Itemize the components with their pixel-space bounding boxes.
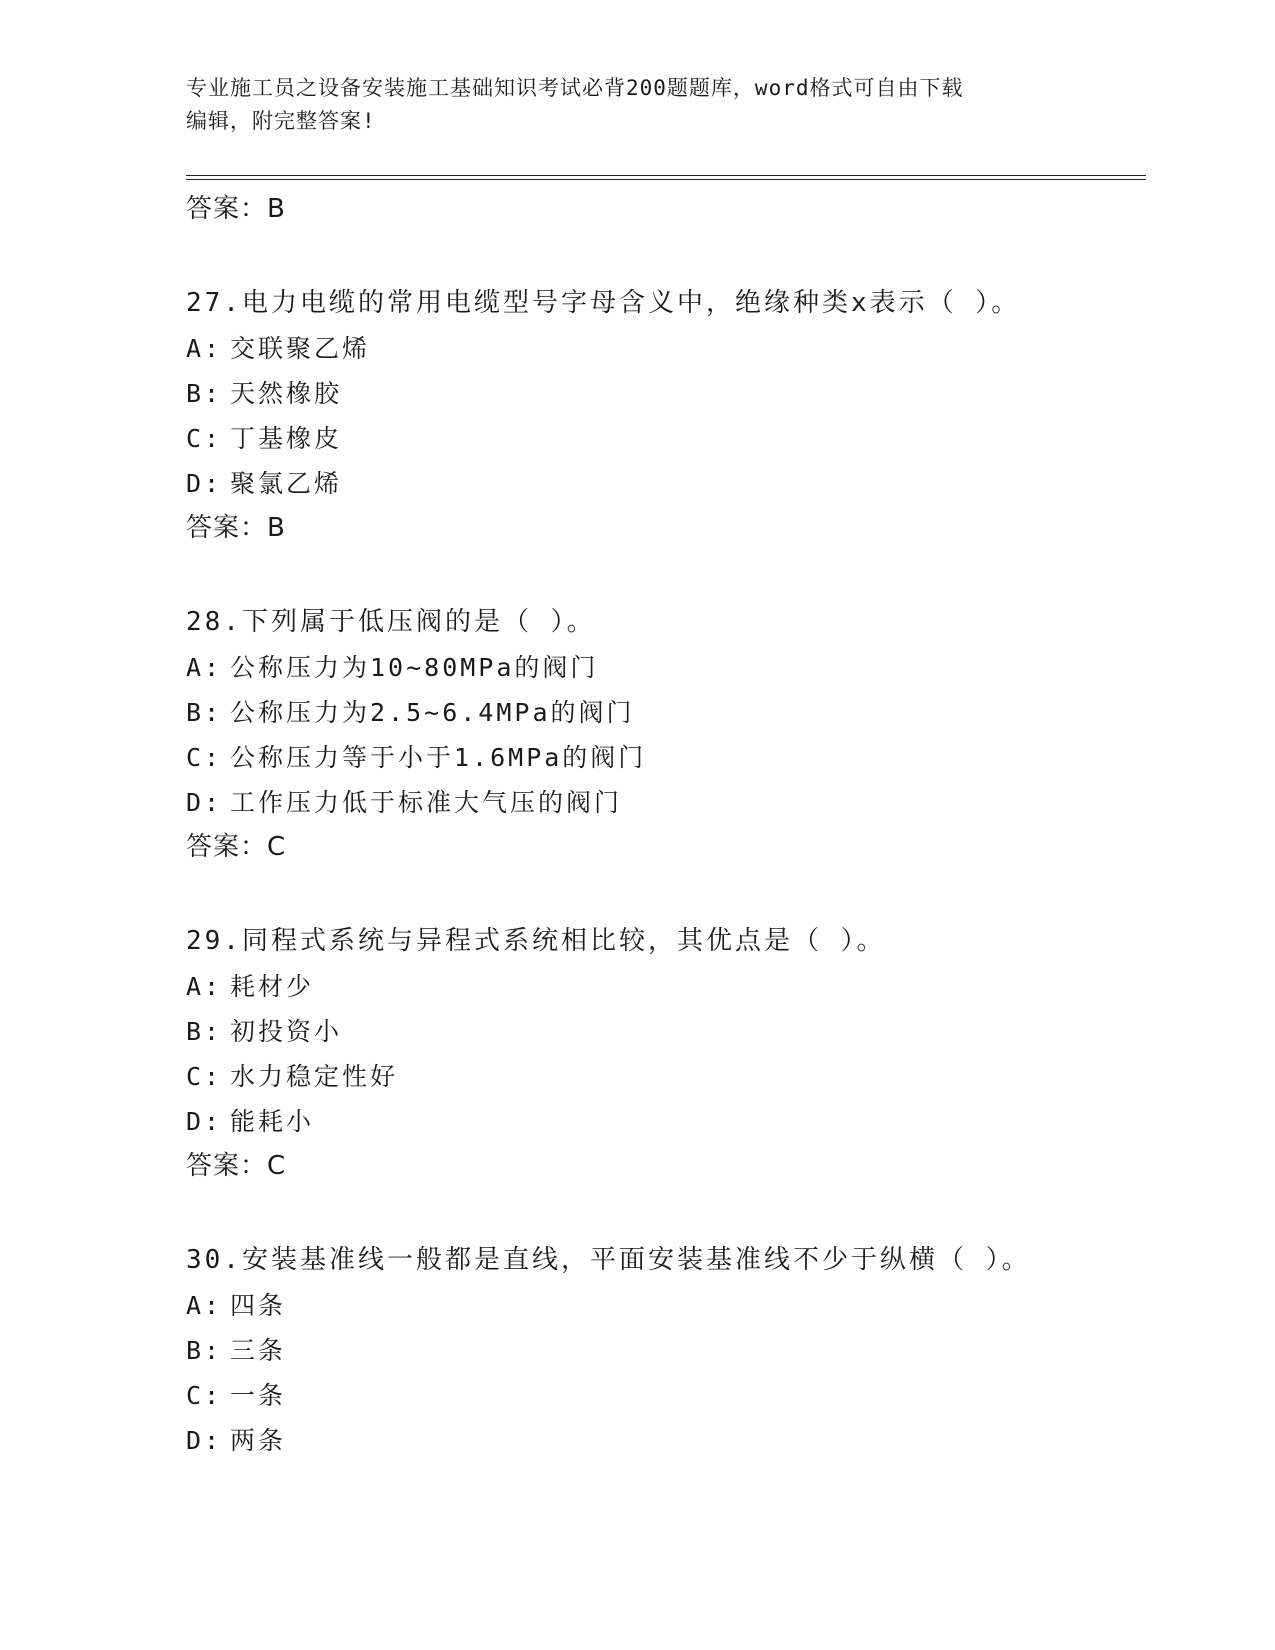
option-letter: D: — [186, 788, 223, 817]
question-block-27 — [186, 280, 1146, 550]
option-letter: A: — [186, 653, 223, 682]
spacer — [186, 231, 1146, 280]
option-c — [186, 416, 1146, 461]
option-text: 公称压力等于小于1.6MPa的阀门 — [230, 743, 647, 772]
option-letter: C: — [186, 1381, 223, 1410]
question-block-28 — [186, 599, 1146, 869]
question-block-29 — [186, 918, 1146, 1188]
option-text: 交联聚乙烯 — [230, 334, 371, 363]
option-text: 工作压力低于标准大气压的阀门 — [230, 788, 623, 817]
option-letter: D: — [186, 1107, 223, 1136]
option-text: 公称压力为2.5~6.4MPa的阀门 — [230, 698, 635, 727]
option-text: 天然橡胶 — [230, 379, 343, 408]
option-letter: B: — [186, 379, 223, 408]
option-letter: A: — [186, 972, 223, 1001]
question-block-30 — [186, 1237, 1146, 1463]
answer-line: 答案：B — [186, 194, 286, 224]
option-text: 水力稳定性好 — [230, 1062, 399, 1091]
option-d — [186, 1418, 1146, 1463]
option-letter: C: — [186, 1062, 223, 1091]
option-text: 一条 — [230, 1381, 287, 1410]
option-c — [186, 1054, 1146, 1099]
option-letter: D: — [186, 1426, 223, 1455]
option-text: 丁基橡皮 — [230, 424, 343, 453]
option-text: 公称压力为10~80MPa的阀门 — [230, 653, 599, 682]
option-letter: C: — [186, 743, 223, 772]
option-letter: B: — [186, 698, 223, 727]
header-double-rule — [186, 175, 1146, 180]
option-text: 聚氯乙烯 — [230, 469, 343, 498]
option-a — [186, 326, 1146, 371]
option-text: 两条 — [230, 1426, 287, 1455]
option-c — [186, 735, 1146, 780]
option-letter: B: — [186, 1336, 223, 1365]
option-letter: B: — [186, 1017, 223, 1046]
spacer — [186, 869, 1146, 918]
spacer — [186, 550, 1146, 599]
question-list — [186, 187, 1146, 1463]
option-letter: A: — [186, 1291, 223, 1320]
question-text: 30.安装基准线一般都是直线，平面安装基准线不少于纵横（ ）。 — [186, 1245, 1031, 1275]
option-b — [186, 1328, 1146, 1373]
question-text: 27.电力电缆的常用电缆型号字母含义中，绝缘种类x表示（ ）。 — [186, 288, 1021, 318]
option-text: 三条 — [230, 1336, 287, 1365]
option-letter: D: — [186, 469, 223, 498]
option-d — [186, 461, 1146, 506]
answer-line: 答案：C — [186, 1151, 287, 1181]
answer-line: 答案：B — [186, 513, 286, 543]
option-d — [186, 1099, 1146, 1144]
option-b — [186, 1009, 1146, 1054]
option-c — [186, 1373, 1146, 1418]
option-a — [186, 964, 1146, 1009]
document-header — [186, 72, 1066, 138]
option-text: 能耗小 — [230, 1107, 315, 1136]
option-letter: C: — [186, 424, 223, 453]
option-a — [186, 1283, 1146, 1328]
answer-line: 答案：C — [186, 832, 287, 862]
option-b — [186, 690, 1146, 735]
option-d — [186, 780, 1146, 825]
option-letter: A: — [186, 334, 223, 363]
option-a — [186, 645, 1146, 690]
option-text: 四条 — [230, 1291, 287, 1320]
question-text: 29.同程式系统与异程式系统相比较，其优点是（ ）。 — [186, 926, 886, 956]
option-text: 耗材少 — [230, 972, 315, 1001]
spacer — [186, 1188, 1146, 1237]
option-text: 初投资小 — [230, 1017, 343, 1046]
header-title-line-2: 编辑，附完整答案! — [186, 109, 376, 133]
option-b — [186, 371, 1146, 416]
header-title-line-1: 专业施工员之设备安装施工基础知识考试必背200题题库，word格式可自由下载 — [186, 76, 964, 100]
question-text: 28.下列属于低压阀的是（ ）。 — [186, 607, 596, 637]
